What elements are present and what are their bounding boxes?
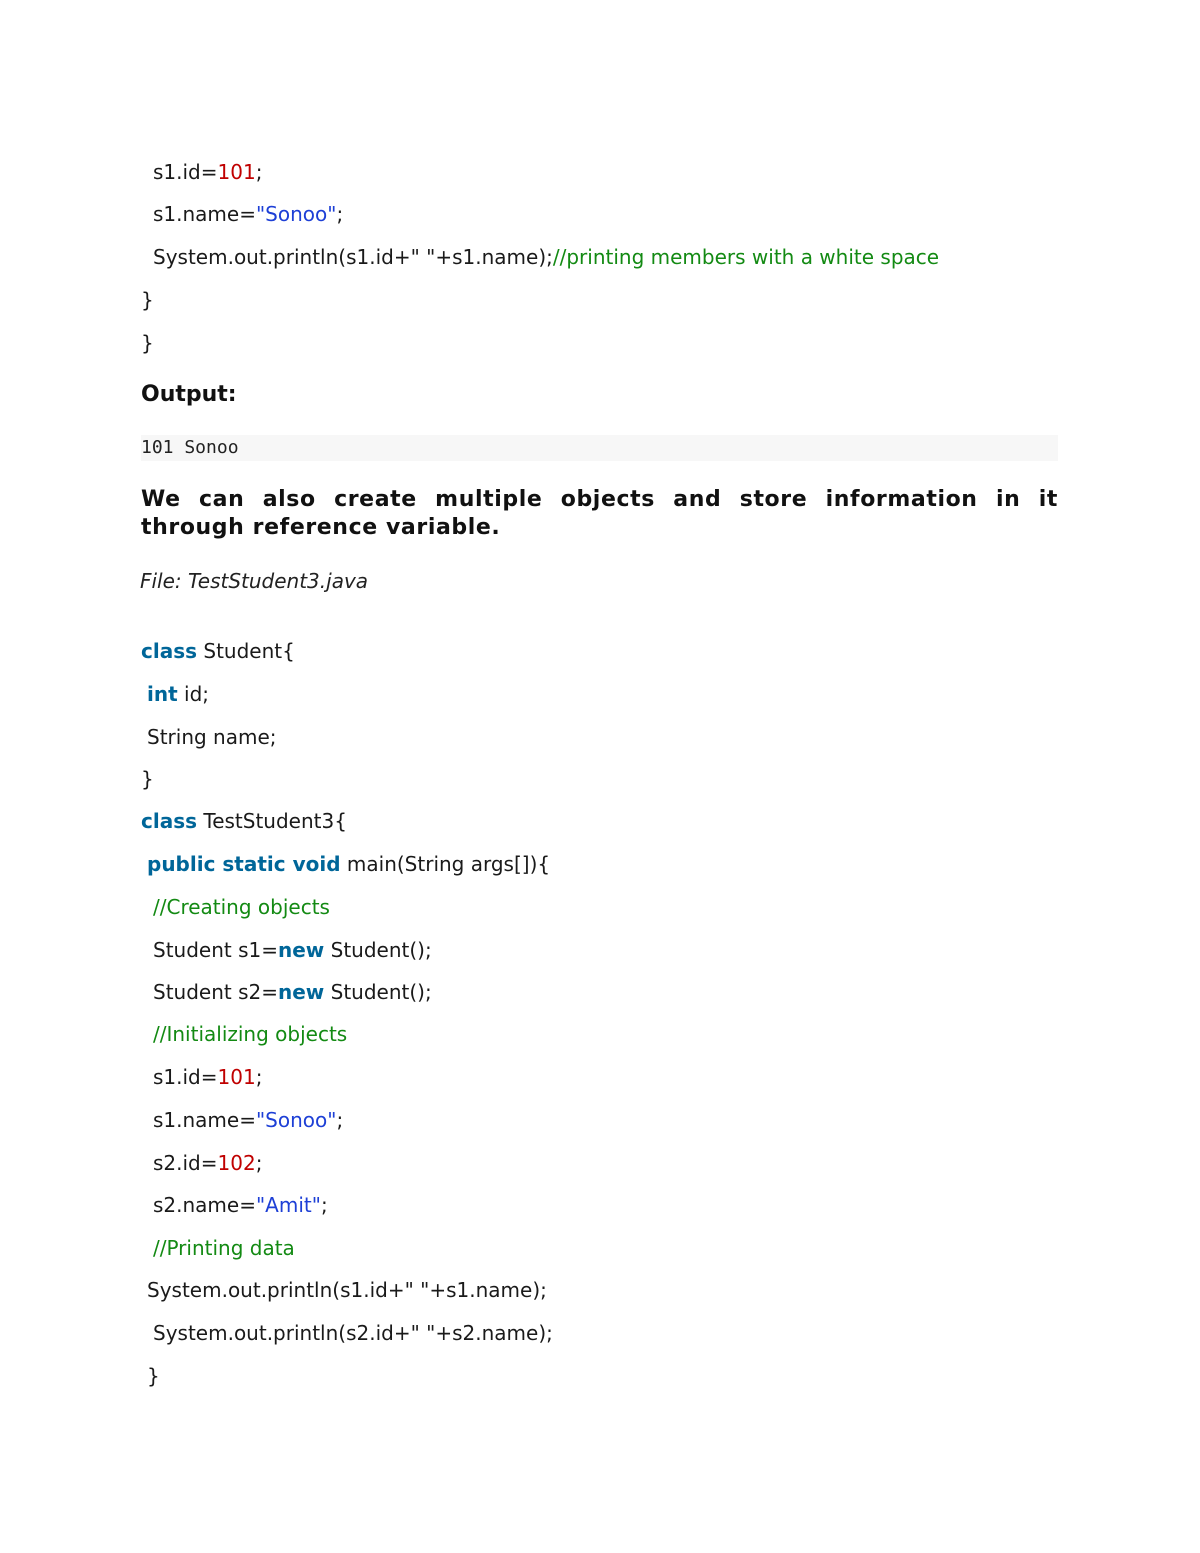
code-line — [141, 638, 295, 664]
code-comment: //Initializing objects — [153, 1022, 348, 1046]
code-text: ; — [336, 1108, 344, 1132]
code-line: System.out.println(s2.id+" "+s2.name); — [153, 1321, 553, 1345]
code-text: ; — [336, 202, 344, 226]
code-text: ; — [255, 1065, 263, 1089]
code-line: } — [147, 1364, 160, 1388]
code-text: s2.name= — [153, 1193, 256, 1217]
code-text: TestStudent3{ — [197, 809, 347, 833]
code-keyword: new — [278, 938, 325, 962]
code-comment: //printing members with a white space — [552, 245, 940, 269]
code-text: Student(); — [324, 980, 432, 1004]
code-text: Student(); — [324, 938, 432, 962]
code-line — [147, 851, 550, 877]
output-text: 101 Sonoo — [141, 437, 239, 458]
code-keyword: class — [141, 809, 198, 833]
number-literal: 101 — [217, 160, 256, 184]
code-text: s1.id= — [153, 1065, 218, 1089]
code-line — [153, 1107, 343, 1133]
code-text: main(String args[]){ — [340, 852, 551, 876]
number-literal: 102 — [217, 1151, 256, 1175]
code-line: } — [141, 331, 154, 355]
code-text: System.out.println(s1.id+" "+s1.name); — [153, 245, 553, 269]
code-text: Student{ — [197, 639, 295, 663]
string-literal: "Sonoo" — [255, 202, 337, 226]
code-text: ; — [320, 1193, 328, 1217]
code-text: s2.id= — [153, 1151, 218, 1175]
code-line — [153, 1192, 328, 1218]
code-line — [153, 201, 343, 227]
code-line — [153, 244, 939, 270]
code-text: Student s1= — [153, 938, 278, 962]
code-text: Student s2= — [153, 980, 278, 1004]
code-line — [153, 937, 432, 963]
code-text: ; — [255, 1151, 263, 1175]
file-label: File: TestStudent3.java — [140, 569, 369, 593]
code-text: s1.name= — [153, 202, 256, 226]
code-line: System.out.println(s1.id+" "+s1.name); — [147, 1278, 547, 1302]
code-comment: //Printing data — [153, 1236, 295, 1260]
code-line — [147, 681, 209, 707]
string-literal: "Sonoo" — [255, 1108, 337, 1132]
code-comment: //Creating objects — [153, 895, 330, 919]
code-text: ; — [255, 160, 263, 184]
code-keyword: int — [147, 682, 178, 706]
output-box — [141, 435, 1058, 461]
code-line — [153, 159, 262, 185]
code-line — [153, 979, 432, 1005]
code-line: } — [141, 288, 154, 312]
code-line — [153, 1150, 262, 1176]
code-text: id; — [177, 682, 210, 706]
code-line: } — [141, 767, 154, 791]
code-line — [153, 1064, 262, 1090]
output-heading: Output: — [141, 382, 237, 407]
code-keyword: new — [278, 980, 325, 1004]
description-paragraph: We can also create multiple objects and store information in it through reference variable. — [141, 487, 1058, 540]
number-literal: 101 — [217, 1065, 256, 1089]
code-keyword: public static void — [147, 852, 341, 876]
code-text: s1.id= — [153, 160, 218, 184]
code-keyword: class — [141, 639, 198, 663]
code-line: String name; — [147, 725, 277, 749]
code-line — [141, 808, 347, 834]
code-text: s1.name= — [153, 1108, 256, 1132]
string-literal: "Amit" — [255, 1193, 321, 1217]
